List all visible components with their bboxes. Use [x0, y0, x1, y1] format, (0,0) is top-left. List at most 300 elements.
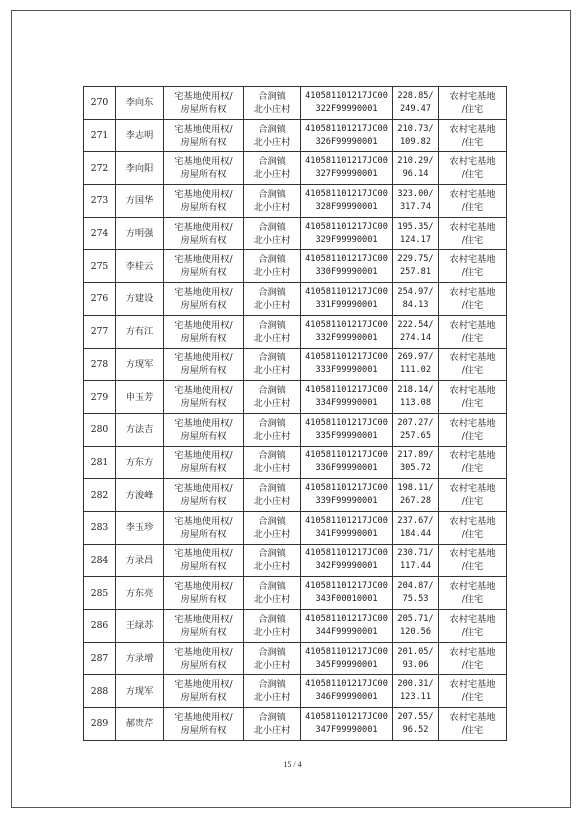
row-number-cell: 276: [84, 283, 116, 316]
right-type-cell-line: 房屋所有权: [180, 496, 227, 508]
right-type-cell: [164, 250, 244, 283]
location-cell-line: 北小庄村: [253, 299, 291, 311]
owner-name-cell: 李桂云: [116, 250, 164, 283]
area-cell-line: 237.67/: [397, 515, 434, 526]
owner-name-cell: 方明强: [116, 217, 164, 250]
location-cell-line: 合涧镇: [258, 515, 286, 527]
area-cell: [393, 544, 439, 577]
right-type-cell-line: 宅基地使用权/: [174, 156, 233, 168]
table-row: [84, 119, 507, 152]
location-cell-line: 合涧镇: [258, 319, 286, 331]
area-cell: [393, 185, 439, 218]
land-use-cell-line: /住宅: [461, 365, 484, 377]
location-cell-line: 合涧镇: [258, 450, 286, 462]
owner-name-cell: 方录昌: [116, 544, 164, 577]
land-use-cell-line: 农村宅基地: [449, 548, 496, 560]
area-cell-line: 257.65: [399, 430, 432, 441]
land-use-cell-line: 农村宅基地: [449, 711, 496, 723]
row-number-cell: 288: [84, 675, 116, 708]
table-row: [84, 610, 507, 643]
location-cell-line: 北小庄村: [253, 463, 291, 475]
location-cell: [244, 577, 301, 610]
right-type-cell: [164, 217, 244, 250]
land-use-cell-line: 农村宅基地: [449, 221, 496, 233]
land-use-cell-line: 农村宅基地: [449, 352, 496, 364]
owner-name-cell: 李向阳: [116, 152, 164, 185]
location-cell-line: 北小庄村: [253, 528, 291, 540]
unit-code-cell: [301, 708, 393, 741]
area-cell-line: 124.17: [399, 234, 432, 245]
right-type-cell-line: 房屋所有权: [180, 463, 227, 475]
unit-code-cell-line: 410581101217JC00: [305, 613, 388, 624]
area-cell: [393, 250, 439, 283]
land-use-cell: [439, 119, 507, 152]
row-number-cell: 281: [84, 446, 116, 479]
land-use-cell-line: /住宅: [461, 626, 484, 638]
row-number-cell: 285: [84, 577, 116, 610]
right-type-cell-line: 宅基地使用权/: [174, 483, 233, 495]
location-cell: [244, 185, 301, 218]
owner-name-cell: 李向东: [116, 87, 164, 120]
unit-code-cell-line: 410581101217JC00: [305, 450, 388, 461]
location-cell-line: 合涧镇: [258, 385, 286, 397]
unit-code-cell: [301, 479, 393, 512]
land-use-cell: [439, 479, 507, 512]
location-cell-line: 合涧镇: [258, 254, 286, 266]
area-cell: [393, 675, 439, 708]
land-use-cell: [439, 381, 507, 414]
row-number-cell: 280: [84, 413, 116, 446]
location-cell-line: 北小庄村: [253, 626, 291, 638]
area-cell-line: 195.35/: [397, 221, 434, 232]
area-cell: [393, 479, 439, 512]
right-type-cell: [164, 152, 244, 185]
right-type-cell-line: 房屋所有权: [180, 365, 227, 377]
unit-code-cell-line: 333F99990001: [315, 365, 378, 376]
land-use-cell-line: 农村宅基地: [449, 286, 496, 298]
right-type-cell-line: 宅基地使用权/: [174, 450, 233, 462]
right-type-cell: [164, 87, 244, 120]
unit-code-cell-line: 410581101217JC00: [305, 319, 388, 330]
unit-code-cell-line: 326F99990001: [315, 136, 378, 147]
location-cell-line: 北小庄村: [253, 496, 291, 508]
table-row: [84, 217, 507, 250]
unit-code-cell: [301, 87, 393, 120]
location-cell: [244, 544, 301, 577]
land-use-cell-line: 农村宅基地: [449, 417, 496, 429]
area-cell-line: 305.72: [399, 463, 432, 474]
unit-code-cell: [301, 185, 393, 218]
area-cell: [393, 708, 439, 741]
unit-code-cell-line: 410581101217JC00: [305, 548, 388, 559]
right-type-cell-line: 房屋所有权: [180, 724, 227, 736]
unit-code-cell-line: 410581101217JC00: [305, 254, 388, 265]
land-use-cell: [439, 610, 507, 643]
row-number-cell: 273: [84, 185, 116, 218]
row-number-cell: 278: [84, 348, 116, 381]
location-cell-line: 合涧镇: [258, 483, 286, 495]
area-cell: [393, 283, 439, 316]
unit-code-cell-line: 410581101217JC00: [305, 679, 388, 690]
right-type-cell-line: 宅基地使用权/: [174, 417, 233, 429]
land-use-cell-line: 农村宅基地: [449, 483, 496, 495]
area-cell-line: 111.02: [399, 365, 432, 376]
area-cell-line: 123.11: [399, 692, 432, 703]
area-cell-line: 274.14: [399, 332, 432, 343]
owner-name-cell: 郝贵芹: [116, 708, 164, 741]
unit-code-cell-line: 410581101217JC00: [305, 90, 388, 101]
row-number-cell: 272: [84, 152, 116, 185]
land-use-cell-line: 农村宅基地: [449, 90, 496, 102]
unit-code-cell-line: 343F00010001: [315, 594, 378, 605]
owner-name-cell: 方国华: [116, 185, 164, 218]
unit-code-cell-line: 410581101217JC00: [305, 156, 388, 167]
right-type-cell-line: 宅基地使用权/: [174, 515, 233, 527]
land-use-cell: [439, 185, 507, 218]
right-type-cell: [164, 413, 244, 446]
land-use-cell-line: /住宅: [461, 201, 484, 213]
location-cell: [244, 479, 301, 512]
table-row: [84, 381, 507, 414]
location-cell-line: 北小庄村: [253, 561, 291, 573]
table-row: [84, 250, 507, 283]
unit-code-cell: [301, 642, 393, 675]
right-type-cell-line: 宅基地使用权/: [174, 188, 233, 200]
right-type-cell: [164, 446, 244, 479]
table-row: [84, 348, 507, 381]
land-use-cell: [439, 315, 507, 348]
row-number-cell: 284: [84, 544, 116, 577]
area-cell-line: 204.87/: [397, 581, 434, 592]
unit-code-cell-line: 335F99990001: [315, 430, 378, 441]
location-cell-line: 北小庄村: [253, 103, 291, 115]
location-cell-line: 合涧镇: [258, 613, 286, 625]
land-use-cell: [439, 642, 507, 675]
land-use-cell: [439, 87, 507, 120]
right-type-cell: [164, 479, 244, 512]
land-use-cell: [439, 446, 507, 479]
land-use-cell-line: 农村宅基地: [449, 450, 496, 462]
unit-code-cell-line: 327F99990001: [315, 169, 378, 180]
area-cell-line: 254.97/: [397, 286, 434, 297]
area-cell: [393, 610, 439, 643]
right-type-cell-line: 房屋所有权: [180, 201, 227, 213]
table-row: [84, 544, 507, 577]
land-use-cell: [439, 544, 507, 577]
records-table-body: [84, 87, 507, 741]
land-use-cell: [439, 283, 507, 316]
location-cell: [244, 119, 301, 152]
location-cell: [244, 315, 301, 348]
unit-code-cell-line: 334F99990001: [315, 398, 378, 409]
unit-code-cell: [301, 511, 393, 544]
records-table: [83, 86, 507, 741]
right-type-cell: [164, 610, 244, 643]
unit-code-cell-line: 410581101217JC00: [305, 286, 388, 297]
area-cell-line: 317.74: [399, 201, 432, 212]
owner-name-cell: 方现军: [116, 675, 164, 708]
row-number-cell: 270: [84, 87, 116, 120]
location-cell-line: 合涧镇: [258, 581, 286, 593]
location-cell-line: 北小庄村: [253, 692, 291, 704]
location-cell-line: 合涧镇: [258, 417, 286, 429]
land-use-cell: [439, 348, 507, 381]
location-cell: [244, 283, 301, 316]
location-cell: [244, 217, 301, 250]
location-cell: [244, 446, 301, 479]
location-cell-line: 北小庄村: [253, 398, 291, 410]
land-use-cell-line: /住宅: [461, 724, 484, 736]
unit-code-cell: [301, 381, 393, 414]
land-use-cell: [439, 250, 507, 283]
location-cell-line: 北小庄村: [253, 724, 291, 736]
unit-code-cell-line: 331F99990001: [315, 299, 378, 310]
area-cell-line: 222.54/: [397, 319, 434, 330]
area-cell: [393, 119, 439, 152]
location-cell-line: 北小庄村: [253, 234, 291, 246]
location-cell: [244, 152, 301, 185]
unit-code-cell: [301, 675, 393, 708]
area-cell-line: 120.56: [399, 626, 432, 637]
land-use-cell-line: /住宅: [461, 103, 484, 115]
location-cell-line: 合涧镇: [258, 679, 286, 691]
area-cell-line: 198.11/: [397, 483, 434, 494]
owner-name-cell: 方浚峰: [116, 479, 164, 512]
right-type-cell: [164, 675, 244, 708]
area-cell-line: 200.31/: [397, 679, 434, 690]
area-cell-line: 230.71/: [397, 548, 434, 559]
land-use-cell-line: 农村宅基地: [449, 679, 496, 691]
right-type-cell-line: 宅基地使用权/: [174, 548, 233, 560]
right-type-cell-line: 宅基地使用权/: [174, 679, 233, 691]
area-cell-line: 109.82: [399, 136, 432, 147]
unit-code-cell-line: 410581101217JC00: [305, 646, 388, 657]
land-use-cell-line: 农村宅基地: [449, 385, 496, 397]
land-use-cell-line: /住宅: [461, 332, 484, 344]
unit-code-cell-line: 410581101217JC00: [305, 417, 388, 428]
table-row: [84, 152, 507, 185]
right-type-cell: [164, 283, 244, 316]
right-type-cell-line: 宅基地使用权/: [174, 711, 233, 723]
location-cell: [244, 413, 301, 446]
location-cell: [244, 348, 301, 381]
right-type-cell-line: 宅基地使用权/: [174, 254, 233, 266]
land-use-cell-line: /住宅: [461, 692, 484, 704]
location-cell-line: 北小庄村: [253, 201, 291, 213]
land-use-cell-line: 农村宅基地: [449, 254, 496, 266]
land-use-cell-line: /住宅: [461, 561, 484, 573]
location-cell-line: 合涧镇: [258, 123, 286, 135]
land-use-cell-line: /住宅: [461, 659, 484, 671]
location-cell: [244, 87, 301, 120]
area-cell: [393, 642, 439, 675]
right-type-cell: [164, 708, 244, 741]
table-row: [84, 708, 507, 741]
location-cell-line: 合涧镇: [258, 188, 286, 200]
unit-code-cell-line: 332F99990001: [315, 332, 378, 343]
owner-name-cell: 申玉芳: [116, 381, 164, 414]
table-row: [84, 315, 507, 348]
right-type-cell-line: 房屋所有权: [180, 299, 227, 311]
area-cell-line: 96.52: [402, 724, 429, 735]
land-use-cell-line: 农村宅基地: [449, 156, 496, 168]
area-cell: [393, 217, 439, 250]
unit-code-cell: [301, 315, 393, 348]
location-cell-line: 北小庄村: [253, 169, 291, 181]
right-type-cell-line: 房屋所有权: [180, 659, 227, 671]
area-cell-line: 228.85/: [397, 90, 434, 101]
table-row: [84, 642, 507, 675]
land-use-cell: [439, 511, 507, 544]
row-number-cell: 286: [84, 610, 116, 643]
location-cell: [244, 610, 301, 643]
right-type-cell-line: 宅基地使用权/: [174, 352, 233, 364]
owner-name-cell: 方有江: [116, 315, 164, 348]
owner-name-cell: 方法吉: [116, 413, 164, 446]
area-cell-line: 210.73/: [397, 123, 434, 134]
right-type-cell: [164, 577, 244, 610]
area-cell-line: 229.75/: [397, 254, 434, 265]
location-cell-line: 北小庄村: [253, 659, 291, 671]
unit-code-cell: [301, 610, 393, 643]
right-type-cell-line: 房屋所有权: [180, 692, 227, 704]
right-type-cell: [164, 642, 244, 675]
right-type-cell-line: 宅基地使用权/: [174, 581, 233, 593]
land-use-cell-line: 农村宅基地: [449, 188, 496, 200]
land-use-cell-line: 农村宅基地: [449, 123, 496, 135]
owner-name-cell: 王绿苏: [116, 610, 164, 643]
area-cell-line: 96.14: [402, 169, 429, 180]
location-cell-line: 合涧镇: [258, 352, 286, 364]
right-type-cell-line: 房屋所有权: [180, 234, 227, 246]
land-use-cell: [439, 675, 507, 708]
unit-code-cell-line: 410581101217JC00: [305, 221, 388, 232]
area-cell: [393, 446, 439, 479]
area-cell-line: 184.44: [399, 528, 432, 539]
land-use-cell-line: /住宅: [461, 496, 484, 508]
area-cell-line: 75.53: [402, 594, 429, 605]
unit-code-cell-line: 410581101217JC00: [305, 352, 388, 363]
row-number-cell: 287: [84, 642, 116, 675]
location-cell: [244, 250, 301, 283]
unit-code-cell-line: 410581101217JC00: [305, 711, 388, 722]
unit-code-cell-line: 342F99990001: [315, 561, 378, 572]
table-row: [84, 446, 507, 479]
area-cell-line: 257.81: [399, 267, 432, 278]
area-cell-line: 267.28: [399, 496, 432, 507]
location-cell-line: 北小庄村: [253, 594, 291, 606]
area-cell: [393, 152, 439, 185]
unit-code-cell: [301, 413, 393, 446]
owner-name-cell: 李玉珍: [116, 511, 164, 544]
area-cell-line: 113.08: [399, 398, 432, 409]
right-type-cell-line: 宅基地使用权/: [174, 385, 233, 397]
right-type-cell-line: 宅基地使用权/: [174, 221, 233, 233]
right-type-cell-line: 房屋所有权: [180, 169, 227, 181]
land-use-cell-line: /住宅: [461, 234, 484, 246]
unit-code-cell: [301, 283, 393, 316]
table-row: [84, 185, 507, 218]
land-use-cell-line: 农村宅基地: [449, 581, 496, 593]
area-cell: [393, 348, 439, 381]
right-type-cell-line: 房屋所有权: [180, 626, 227, 638]
right-type-cell-line: 房屋所有权: [180, 594, 227, 606]
area-cell-line: 217.89/: [397, 450, 434, 461]
location-cell-line: 北小庄村: [253, 136, 291, 148]
land-use-cell: [439, 217, 507, 250]
table-row: [84, 511, 507, 544]
row-number-cell: 274: [84, 217, 116, 250]
owner-name-cell: 方建设: [116, 283, 164, 316]
right-type-cell-line: 房屋所有权: [180, 136, 227, 148]
location-cell: [244, 675, 301, 708]
location-cell-line: 北小庄村: [253, 332, 291, 344]
area-cell-line: 269.97/: [397, 352, 434, 363]
right-type-cell: [164, 185, 244, 218]
land-use-cell: [439, 708, 507, 741]
area-cell: [393, 315, 439, 348]
land-use-cell-line: 农村宅基地: [449, 646, 496, 658]
land-use-cell-line: /住宅: [461, 136, 484, 148]
land-use-cell-line: /住宅: [461, 463, 484, 475]
area-cell: [393, 381, 439, 414]
area-cell-line: 323.00/: [397, 188, 434, 199]
right-type-cell-line: 宅基地使用权/: [174, 123, 233, 135]
unit-code-cell: [301, 119, 393, 152]
area-cell-line: 210.29/: [397, 156, 434, 167]
unit-code-cell-line: 336F99990001: [315, 463, 378, 474]
land-use-cell: [439, 577, 507, 610]
row-number-cell: 282: [84, 479, 116, 512]
unit-code-cell: [301, 446, 393, 479]
right-type-cell-line: 房屋所有权: [180, 561, 227, 573]
unit-code-cell: [301, 348, 393, 381]
unit-code-cell: [301, 544, 393, 577]
right-type-cell-line: 房屋所有权: [180, 430, 227, 442]
right-type-cell-line: 宅基地使用权/: [174, 90, 233, 102]
right-type-cell: [164, 119, 244, 152]
land-use-cell-line: 农村宅基地: [449, 613, 496, 625]
land-use-cell: [439, 152, 507, 185]
unit-code-cell: [301, 250, 393, 283]
area-cell-line: 93.06: [402, 659, 429, 670]
table-row: [84, 577, 507, 610]
unit-code-cell-line: 347F99990001: [315, 724, 378, 735]
row-number-cell: 275: [84, 250, 116, 283]
area-cell-line: 201.05/: [397, 646, 434, 657]
table-row: [84, 675, 507, 708]
right-type-cell-line: 房屋所有权: [180, 332, 227, 344]
row-number-cell: 271: [84, 119, 116, 152]
table-row: [84, 87, 507, 120]
area-cell-line: 205.71/: [397, 613, 434, 624]
location-cell-line: 北小庄村: [253, 365, 291, 377]
right-type-cell-line: 宅基地使用权/: [174, 613, 233, 625]
row-number-cell: 289: [84, 708, 116, 741]
land-use-cell-line: /住宅: [461, 299, 484, 311]
right-type-cell-line: 房屋所有权: [180, 103, 227, 115]
land-use-cell-line: 农村宅基地: [449, 515, 496, 527]
unit-code-cell-line: 410581101217JC00: [305, 188, 388, 199]
page-number: 15 / 4: [283, 760, 302, 769]
location-cell-line: 合涧镇: [258, 646, 286, 658]
right-type-cell: [164, 381, 244, 414]
owner-name-cell: 方东方: [116, 446, 164, 479]
land-use-cell-line: /住宅: [461, 169, 484, 181]
unit-code-cell: [301, 577, 393, 610]
row-number-cell: 277: [84, 315, 116, 348]
land-use-cell-line: 农村宅基地: [449, 319, 496, 331]
